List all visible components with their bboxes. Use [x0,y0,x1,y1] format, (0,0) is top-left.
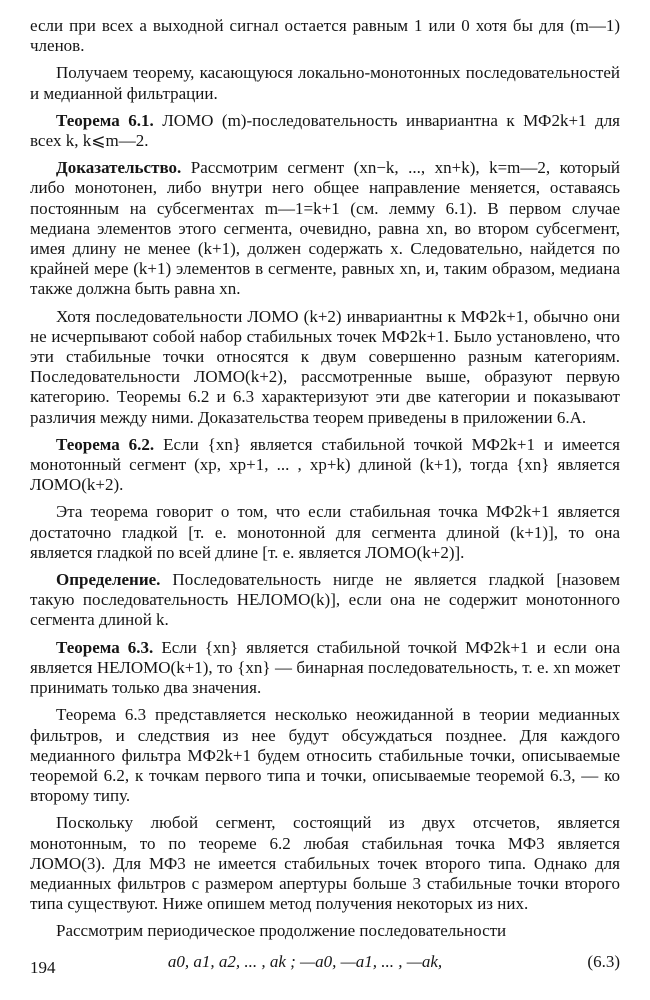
theorem-6-2-label: Теорема 6.2. [56,434,155,454]
theorem-6-2-text: Если {xn} является стабильной точкой МФ2k+1 и имеется монотонный сегмент (xp, xp+1, ... , xp+k) длиной (k+1), тогда {xn} является ЛОМО(k+2). [30,434,620,495]
definition-text: Последовательность нигде не является гладкой [назовем такую последовательность НЕЛОМО(k)], если она не содержит монотонного сегмента длиной k. [30,570,620,630]
definition [30,570,620,631]
theorem-6-1 [30,111,620,151]
proof-label: Доказательство. [56,158,182,178]
page-number: 194 [30,958,56,977]
proof [30,158,620,299]
equation-6-3 [30,950,620,976]
paragraph-1: если при всех a выходной сигнал остается равным 1 или 0 хотя бы для (m—1) членов. [30,16,620,56]
paragraph-9: Теорема 6.3 представляется несколько неожиданной в теории медианных фильтров, и следствия из нее будут обсуждаться позднее. Для каждого медианного фильтра МФ2k+1 будем относить стабильные точки, описываемые теоремой 6.2, к точкам первого типа и точки, описываемые теоремой 6.3, — ко второму типу. [30,705,620,806]
theorem-6-1-label: Теорема 6.1. [56,110,154,130]
theorem-6-3 [30,638,620,699]
definition-label: Определение. [56,570,161,590]
paragraph-4: Хотя последовательности ЛОМО (k+2) инвариантны к МФ2k+1, обычно они не исчерпывают собой набор стабильных точек МФ2k+1. Было установлено, что эти стабильные точки относятся к двум совершенно разным категориям. Последовательности ЛОМО(k+2), рассмотренные выше, образуют первую категорию. Теоремы 6.2 и 6.3 характеризуют эти две категории и показывают различия между ними. Доказательства теорем приведены в приложении 6.А. [30,306,620,427]
equation-body: a0, a1, a2, ... , ak ; —a0, —a1, ... , —ak, [167,952,443,972]
theorem-6-3-label: Теорема 6.3. [56,637,154,657]
paragraph-2: Получаем теорему, касающуюся локально-монотонных последовательностей и медианной фильтрации. [30,63,620,103]
theorem-6-1-text: ЛОМО (m)-последовательность инвариантна к МФ2k+1 для всех k, k⩽m—2. [30,110,621,151]
paragraph-6: Эта теорема говорит о том, что если стабильная точка МФ2k+1 является достаточно гладкой [т. е. монотонной для сегмента длиной (k+1)], то она является гладкой по всей длине [т. е. является ЛОМО(k+2)]. [30,502,620,562]
theorem-6-3-text: Если {xn} является стабильной точкой МФ2k+1 и если она является НЕЛОМО(k+1), то {xn} — бинарная последовательность, т. е. xn может принимать только два значения. [30,637,621,698]
paragraph-11: Рассмотрим периодическое продолжение последовательности [56,921,507,941]
proof-text: Рассмотрим сегмент (xn−k, ..., xn+k), k=m—2, который либо монотонен, либо внутри него общее направление меняется, оставаясь постоянным на субсегментах m—1=k+1 (см. лемму 6.1). В первом случае медиана элементов этого сегмента, очевидно, равна xn, во втором субсегмент, имея длину не менее (k+1), должен содержать x. Следовательно, найдется по крайней мере (k+1) элементов в сегменте, равных xn, и, таким образом, медиана также должна быть равна xn. [30,158,620,299]
theorem-6-2 [30,435,620,496]
page-text [30,16,620,976]
paragraph-10: Поскольку любой сегмент, состоящий из двух отсчетов, является монотонным, то по теореме 6.2 любая стабильная точка МФ3 является ЛОМО(3). Для МФ3 не имеется стабильных точек второго типа. Однако для медианных фильтров с размером апертуры больше 3 стабильные точки второго типа существуют. Ниже опишем метод получения некоторых из них. [30,813,620,914]
equation-number: (6.3) [587,952,620,972]
